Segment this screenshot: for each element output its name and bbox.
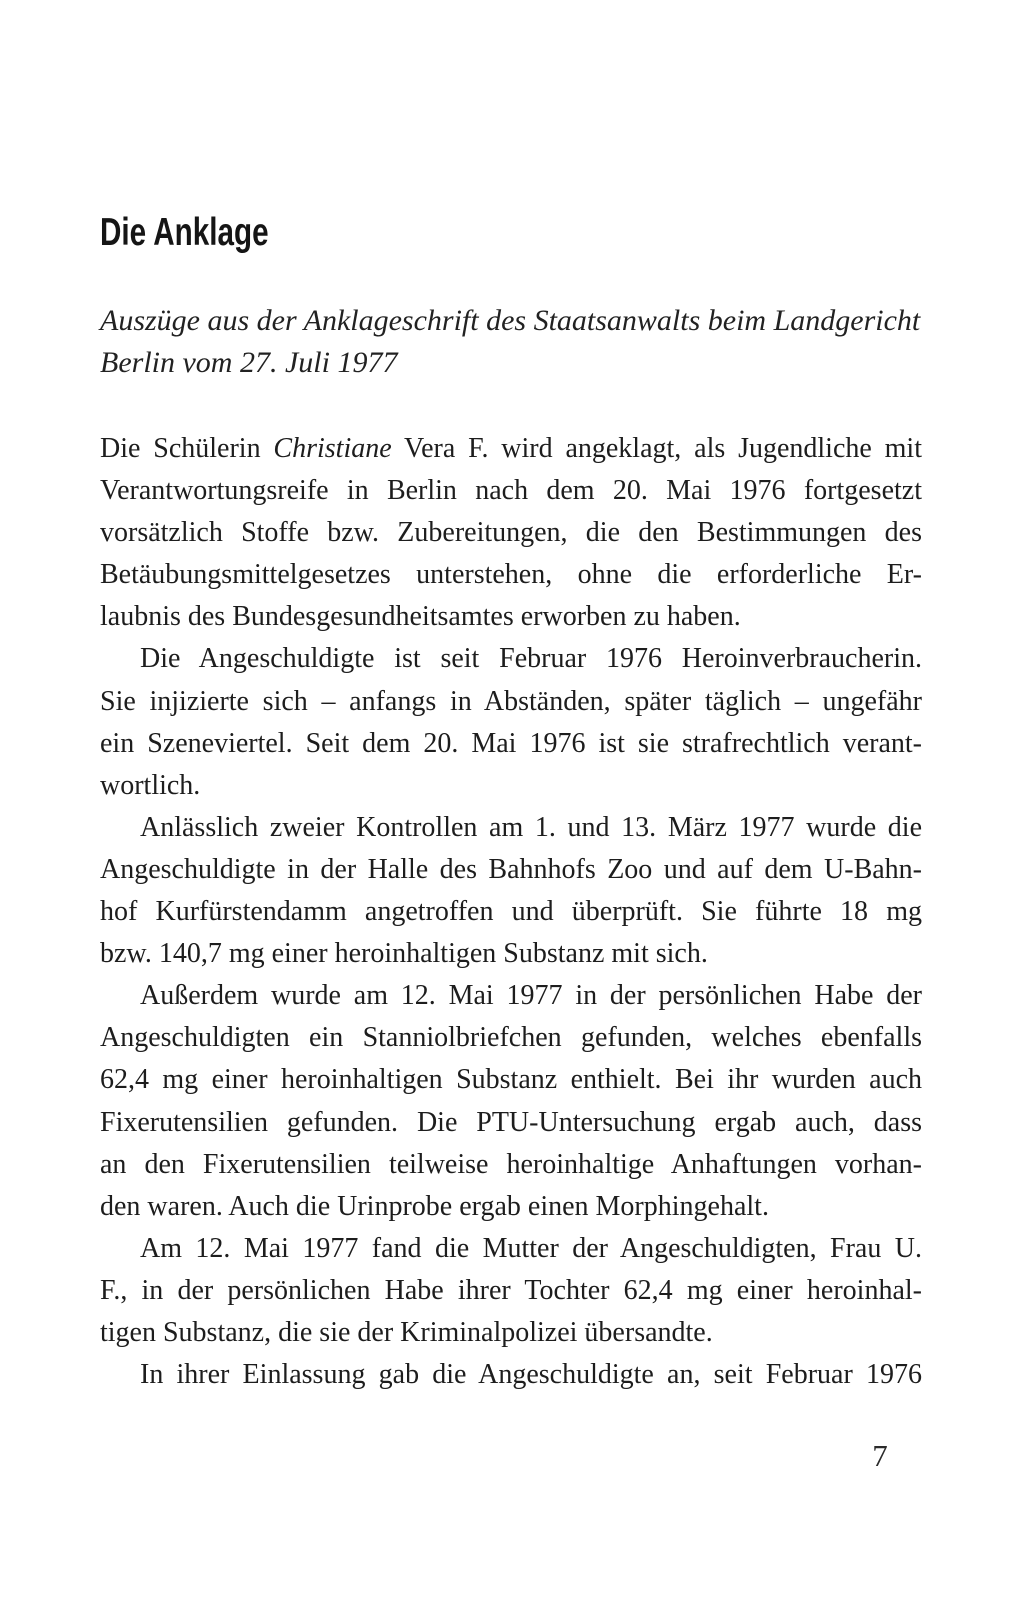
page-number: 7 [872,1438,888,1473]
body-line: Angeschuldigten ein Stanniolbriefchen gefunden, welches ebenfalls [100,1022,922,1054]
body-line: tigen Substanz, die sie der Kriminalpolizei übersandte. [100,1316,713,1348]
chapter-title: Die Anklage [100,211,269,254]
body-line: bzw. 140,7 mg einer heroinhaltigen Substanz mit sich. [100,938,708,970]
body-line: den waren. Auch die Urinprobe ergab einen Morphingehalt. [100,1190,769,1222]
body-line: hof Kurfürstendamm angetroffen und überprüft. Sie führte 18 mg [100,896,922,928]
body-line: Die Schülerin Christiane Vera F. wird angeklagt, als Jugendliche mit [100,433,922,464]
body-line: Am 12. Mai 1977 fand die Mutter der Angeschuldigten, Frau U. [140,1232,922,1264]
body-line: Angeschuldigte in der Halle des Bahnhofs Zoo und auf dem U-Bahn- [100,853,922,885]
body-line: laubnis des Bundesgesundheitsamtes erworben zu haben. [100,601,741,633]
body-line: vorsätzlich Stoffe bzw. Zubereitungen, die den Bestimmungen des [100,517,922,549]
body-line: Anlässlich zweier Kontrollen am 1. und 13. März 1977 wurde die [140,811,922,843]
body-line: ein Szeneviertel. Seit dem 20. Mai 1976 ist sie strafrechtlich verant- [100,727,922,759]
body-line: Die Angeschuldigte ist seit Februar 1976 Heroinverbraucherin. [140,643,922,675]
body-text [100,428,922,1396]
body-line: Fixerutensilien gefunden. Die PTU-Untersuchung ergab auch, dass [100,1106,922,1138]
subtitle-line: Berlin vom 27. Juli 1977 [100,346,398,379]
body-line: Betäubungsmittelgesetzes unterstehen, ohne die erforderliche Er- [100,559,922,591]
body-line: Außerdem wurde am 12. Mai 1977 in der persönlichen Habe der [140,980,922,1012]
body-line: F., in der persönlichen Habe ihrer Tochter 62,4 mg einer heroinhal- [100,1274,922,1306]
body-line: wortlich. [100,769,201,801]
body-line: Sie injizierte sich – anfangs in Abständen, später täglich – ungefähr [100,685,922,717]
subtitle-line: Auszüge aus der Anklageschrift des Staatsanwalts beim Landgericht [100,304,921,337]
subtitle [100,300,940,384]
body-line: In ihrer Einlassung gab die Angeschuldigte an, seit Februar 1976 [140,1359,922,1391]
body-line: 62,4 mg einer heroinhaltigen Substanz enthielt. Bei ihr wurden auch [100,1064,922,1096]
body-line: Verantwortungsreife in Berlin nach dem 20. Mai 1976 fortgesetzt [100,475,922,507]
body-line: an den Fixerutensilien teilweise heroinhaltige Anhaftungen vorhan- [100,1148,922,1180]
